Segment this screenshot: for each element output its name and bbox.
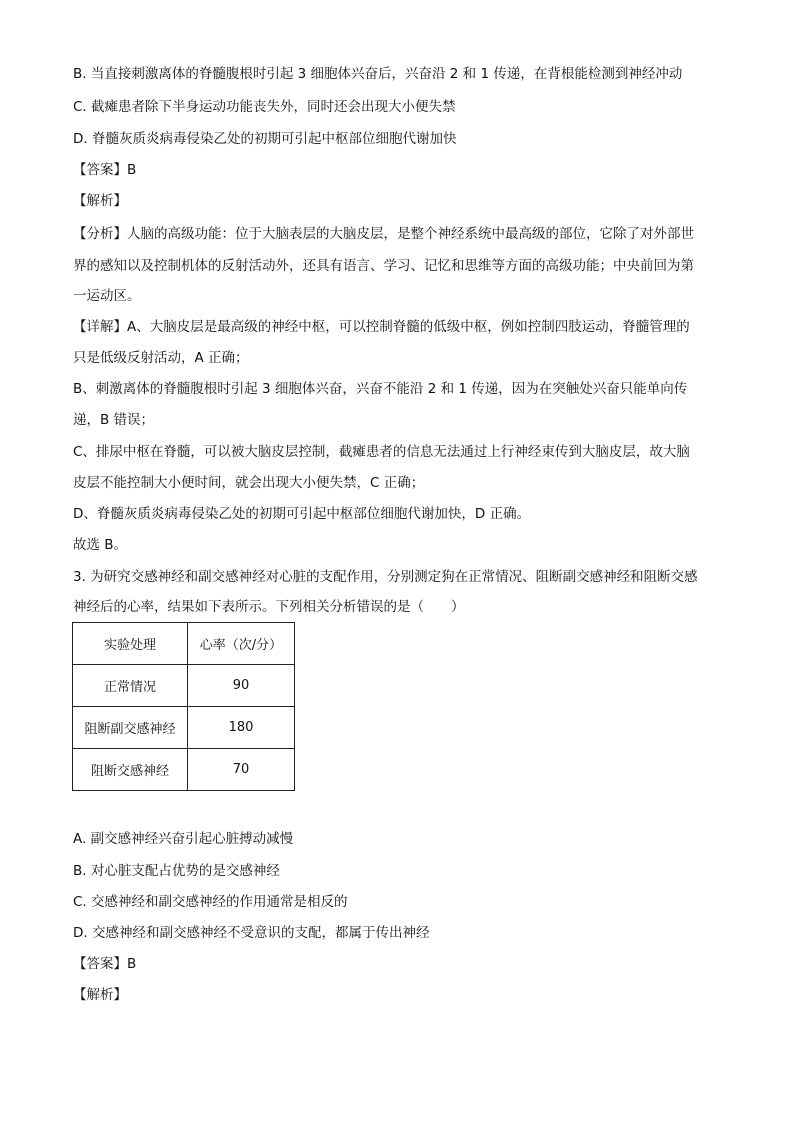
q2-xiangjie-line-3: B、刺激离体的脊髓腹根时引起 3 细胞体兴奋，兴奋不能沿 2 和 1 传递，因为在突触处兴奋只能单向传 (73, 381, 688, 397)
q2-xiangjie-line-2: 只是低级反射活动，A 正确； (73, 350, 249, 366)
q3-option-d: D. 交感神经和副交感神经不受意识的支配，都属于传出神经 (73, 925, 430, 941)
q3-answer: 【答案】B (73, 956, 137, 972)
table-row (73, 665, 295, 707)
q3-stem-line-2: 神经后的心率，结果如下表所示。下列相关分析错误的是（ ） (73, 599, 465, 615)
q2-analysis-heading: 【解析】 (73, 193, 127, 209)
q3-stem-line-1: 3. 为研究交感神经和副交感神经对心脏的支配作用，分别测定狗在正常情况、阻断副交感神经和阻断交感 (73, 569, 698, 585)
q2-fenxi-line-3: 一运动区。 (73, 288, 141, 304)
q2-xiangjie-line-1: 【详解】A、大脑皮层是最高级的神经中枢，可以控制脊髓的低级中枢，例如控制四肢运动，脊髓管理的 (73, 319, 690, 335)
table-row (73, 707, 295, 749)
table-cell: 正常情况 (73, 665, 188, 707)
table-cell: 90 (188, 665, 295, 707)
table-row (73, 749, 295, 791)
q2-xiangjie-line-5: C、排尿中枢在脊髓，可以被大脑皮层控制，截瘫患者的信息无法通过上行神经束传到大脑皮层，故大脑 (73, 444, 690, 460)
table-header-cell: 心率（次/分） (188, 623, 295, 665)
table-cell: 阻断副交感神经 (73, 707, 188, 749)
q2-fenxi-line-2: 界的感知以及控制机体的反射活动外，还具有语言、学习、记忆和思维等方面的高级功能；中央前回为第 (73, 258, 694, 274)
table-cell: 70 (188, 749, 295, 791)
table-cell: 180 (188, 707, 295, 749)
table-header-cell: 实验处理 (73, 623, 188, 665)
q2-option-b: B. 当直接刺激离体的脊髓腹根时引起 3 细胞体兴奋后，兴奋沿 2 和 1 传递，在背根能检测到神经冲动 (73, 66, 683, 82)
q2-xiangjie-line-7: D、脊髓灰质炎病毒侵染乙处的初期可引起中枢部位细胞代谢加快，D 正确。 (73, 506, 531, 522)
table-header-row (73, 623, 295, 665)
heart-rate-table (72, 622, 295, 791)
q3-option-a: A. 副交感神经兴奋引起心脏搏动减慢 (73, 831, 294, 847)
q3-analysis-heading: 【解析】 (73, 987, 127, 1003)
q2-answer: 【答案】B (73, 162, 137, 178)
table-cell: 阻断交感神经 (73, 749, 188, 791)
q2-option-d: D. 脊髓灰质炎病毒侵染乙处的初期可引起中枢部位细胞代谢加快 (73, 131, 457, 147)
q2-conclusion: 故选 B。 (73, 537, 128, 553)
q2-option-c: C. 截瘫患者除下半身运动功能丧失外，同时还会出现大小便失禁 (73, 99, 456, 115)
q3-option-b: B. 对心脏支配占优势的是交感神经 (73, 863, 280, 879)
q2-xiangjie-line-4: 递，B 错误； (73, 412, 155, 428)
q3-option-c: C. 交感神经和副交感神经的作用通常是相反的 (73, 894, 348, 910)
q2-fenxi-line-1: 【分析】人脑的高级功能：位于大脑表层的大脑皮层，是整个神经系统中最高级的部位，它除了对外部世 (73, 226, 694, 242)
q2-xiangjie-line-6: 皮层不能控制大小便时间，就会出现大小便失禁，C 正确； (73, 475, 425, 491)
